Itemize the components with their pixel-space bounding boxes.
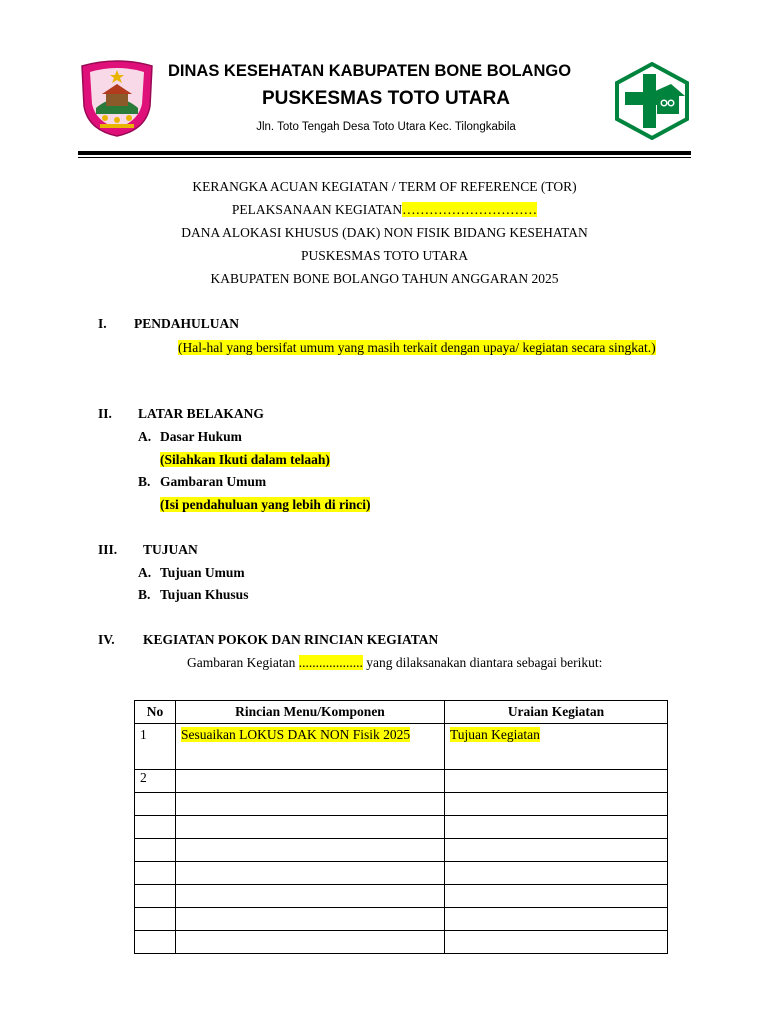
row-number [135, 908, 176, 931]
header-menu-component: Rincian Menu/Komponen [176, 701, 445, 724]
title-line-2-label: PELAKSANAAN KEGIATAN [231, 202, 403, 217]
header-no: No [135, 701, 176, 724]
agency-name: DINAS KESEHATAN KABUPATEN BONE BOLANGO [168, 62, 572, 80]
row-number [135, 816, 176, 839]
row-number [135, 862, 176, 885]
section-2-title: LATAR BELAKANG [138, 406, 264, 421]
section-3a-label: A. [138, 565, 152, 580]
section-3-title: TUJUAN [143, 542, 198, 557]
activity-table [134, 700, 668, 954]
section-2b-note: (Isi pendahuluan yang lebih di rinci) [160, 497, 371, 512]
title-line-3: DANA ALOKASI KHUSUS (DAK) NON FISIK BIDANG KESEHATAN [181, 225, 588, 240]
row-activity-description [445, 908, 668, 931]
table-row [135, 908, 668, 931]
row-number: 2 [135, 770, 176, 793]
row-menu-component [176, 908, 445, 931]
row-number [135, 839, 176, 862]
activity-name-blank: ………………………… [402, 202, 538, 217]
row-menu-component [176, 885, 445, 908]
section-2a-title: Dasar Hukum [160, 429, 242, 444]
section-3b-title: Tujuan Khusus [160, 587, 249, 602]
section-2a-label: A. [138, 429, 152, 444]
section-1-number: I. [98, 316, 107, 331]
row-activity-description [445, 862, 668, 885]
section-4-intro: Gambaran Kegiatan ................... yang dilaksanakan diantara sebagai berikut: [187, 655, 603, 670]
table-row [135, 839, 668, 862]
row-activity-description [445, 793, 668, 816]
section-1-title: PENDAHULUAN [134, 316, 240, 331]
row-menu-component: Sesuaikan LOKUS DAK NON Fisik 2025 [176, 724, 445, 770]
row-menu-component [176, 862, 445, 885]
row-activity-description [445, 770, 668, 793]
row-menu-component [176, 793, 445, 816]
section-3a-title: Tujuan Umum [160, 565, 245, 580]
regency-logo [78, 58, 156, 138]
activity-blank: ................... [298, 655, 363, 670]
section-2a-note: (Silahkan Ikuti dalam telaah) [160, 452, 330, 467]
table-row [135, 724, 668, 770]
title-line-5: KABUPATEN BONE BOLANGO TAHUN ANGGARAN 2025 [210, 271, 559, 286]
row-activity-description [445, 816, 668, 839]
header-divider-thin [78, 157, 691, 158]
row-number [135, 793, 176, 816]
title-line-1: KERANGKA ACUAN KEGIATAN / TERM OF REFERENCE (TOR) [192, 179, 577, 194]
section-1-placeholder: (Hal-hal yang bersifat umum yang masih terkait dengan upaya/ kegiatan secara singkat.) [178, 340, 656, 355]
row-menu-component [176, 770, 445, 793]
row-activity-description [445, 839, 668, 862]
row-activity-description: Tujuan Kegiatan [445, 724, 668, 770]
table-row [135, 770, 668, 793]
table-header-row [135, 701, 668, 724]
section-1-body [134, 337, 696, 359]
row-number: 1 [135, 724, 176, 770]
facility-address: Jln. Toto Tengah Desa Toto Utara Kec. Tilongkabila [256, 121, 516, 133]
row-activity-description [445, 885, 668, 908]
title-line-4: PUSKESMAS TOTO UTARA [301, 248, 468, 263]
title-line-2 [78, 202, 691, 218]
header-divider-thick [78, 151, 691, 155]
header-activity-description: Uraian Kegiatan [445, 701, 668, 724]
row-activity-description [445, 931, 668, 954]
section-2-number: II. [98, 406, 112, 421]
table-row [135, 816, 668, 839]
table-row [135, 885, 668, 908]
facility-name: PUSKESMAS TOTO UTARA [261, 88, 511, 109]
section-3b-label: B. [138, 587, 151, 602]
row-menu-component [176, 931, 445, 954]
table-row [135, 862, 668, 885]
table-row [135, 931, 668, 954]
section-2b-label: B. [138, 474, 151, 489]
puskesmas-logo [613, 62, 691, 140]
row-menu-component [176, 816, 445, 839]
section-4-number: IV. [98, 632, 115, 647]
section-2b-title: Gambaran Umum [160, 474, 267, 489]
row-number [135, 931, 176, 954]
table-row [135, 793, 668, 816]
row-menu-component [176, 839, 445, 862]
section-4-title: KEGIATAN POKOK DAN RINCIAN KEGIATAN [143, 632, 439, 647]
section-3-number: III. [98, 542, 118, 557]
row-number [135, 885, 176, 908]
